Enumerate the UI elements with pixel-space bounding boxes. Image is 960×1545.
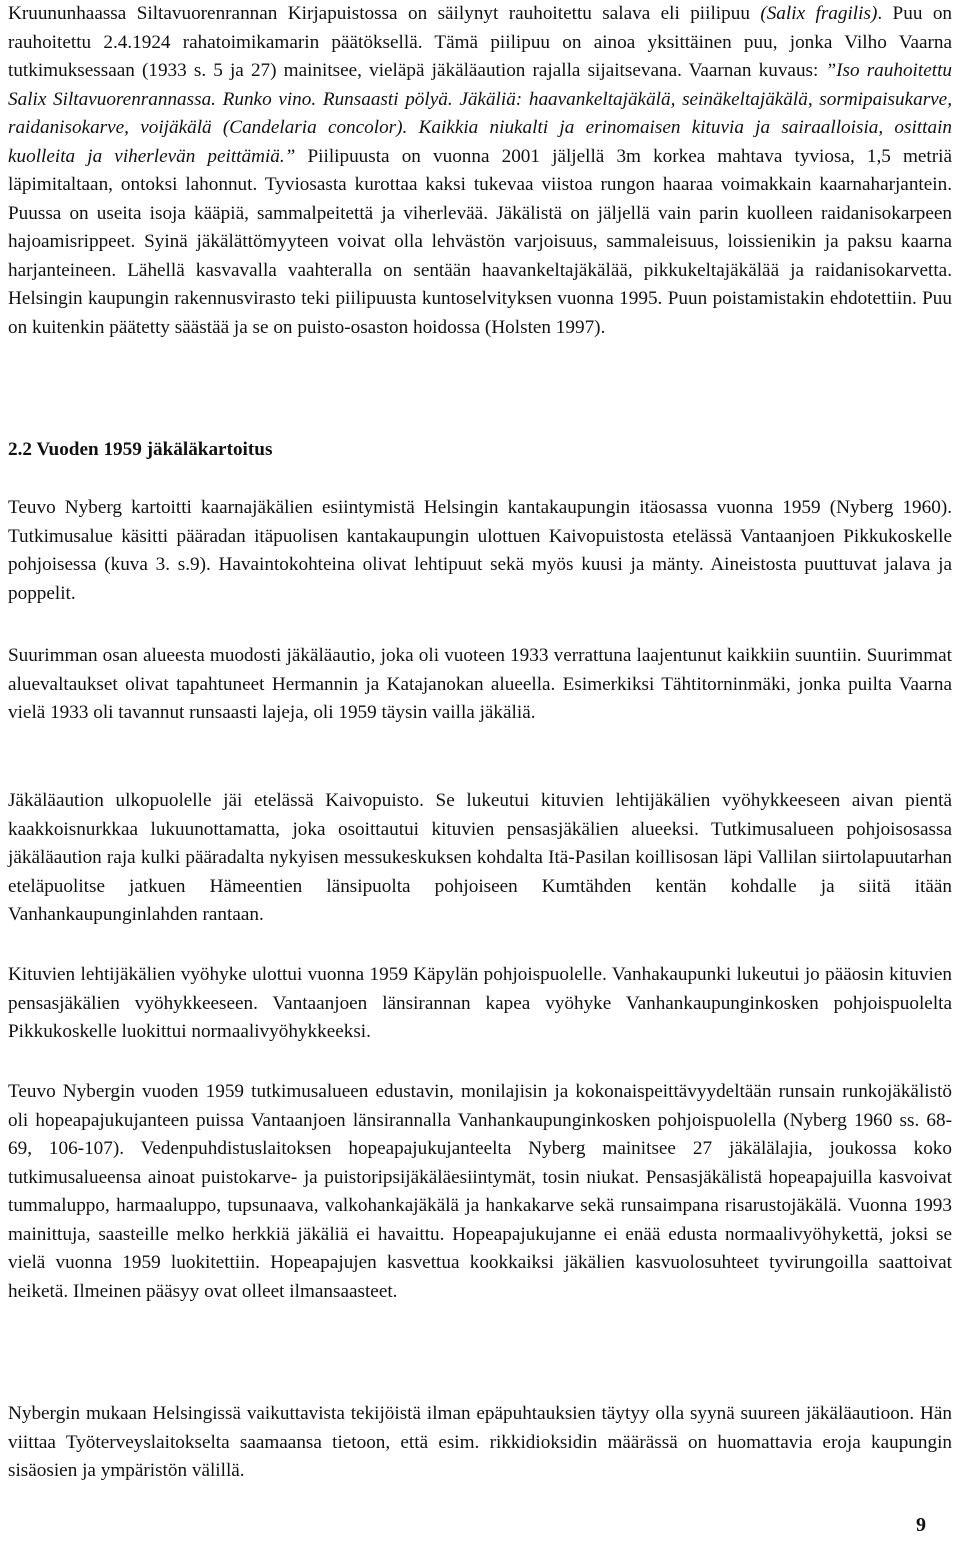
para1-text-a: Kruununhaassa Siltavuorenrannan Kirjapuistossa on säilynyt rauhoitettu salava eli piilipuu (8, 3, 761, 24)
paragraph-salix (8, 0, 952, 342)
paragraph-hopeapaju: Teuvo Nybergin vuoden 1959 tutkimusalueen edustavin, monilajisin ja kokonaispeittävyydeltään runsain runkojäkälistö oli hopeapajukujanteen puissa Vantaanjoen länsirannalla Vanhankaupunginkosken pohjoispuolella (Nyberg 1960 ss. 68-69, 106-107). Vedenpuhdistuslaitoksen hopeapajukujanteelta Nyberg mainitsee 27 jäkälälajia, joukossa koko tutkimusalueensa ainoat puistokarve- ja puistoripsijäkäläesiintymät, tosin niukat. Pensasjäkälistä hopeapajuilla kasvoivat tummaluppo, harmaaluppo, tupsunaava, valkohankajäkälä ja hankakarve sekä runsaimpana risarustojäkälä. Vuonna 1993 mainittuja, saasteille melko herkkiä jäkäliä ei havaittu. Hopeapajukujanne ei enää edusta normaalivyöhykettä, joksi se vielä vuonna 1959 luokitettiin. Hopeapajujen kasvettua kookkaiksi jäkälien kasvuolosuhteet tyvirungoilla saattoivat heiketä. Ilmeinen pääsyy ovat olleet ilmansaasteet. (8, 1081, 952, 1302)
para1-quotation: ”Iso rauhoitettu Salix Siltavuorenrannassa. Runko vino. Runsaasti pölyä. Jäkäliä: haavankeltajäkälä, seinäkeltajäkälä, sormipaisukarve, raidanisokarve, voijäkälä (Candelaria concolor). Kaikkia niukalti ja erinomaisen kituvia ja sairaalloisia, osittain kuolleita ja viherlevän peittämiä.” (8, 60, 952, 167)
paragraph-kituvat-zone: Kituvien lehtijäkälien vyöhyke ulottui vuonna 1959 Käpylän pohjoispuolelle. Vanhakaupunki lukeutui jo pääosin kituvien pensasjäkälien vyöhykkeeseen. Vantaanjoen länsirannan kapea vyöhyke Vanhankaupunginkosken pohjoispuolelta Pikkukoskelle luokittui normaalivyöhykkeeksi. (8, 964, 952, 1042)
paragraph-air-pollution: Nybergin mukaan Helsingissä vaikuttavista tekijöistä ilman epäpuhtauksien täytyy olla syynä suureen jäkäläautioon. Hän viittaa Työterveyslaitokselta saamaansa tietoon, että esim. rikkidioksidin määrässä on huomattavia eroja kaupungin sisäosien ja ympäristön välillä. (8, 1403, 952, 1481)
paragraph-kaivopuisto: Jäkäläaution ulkopuolelle jäi etelässä Kaivopuisto. Se lukeutui kituvien lehtijäkälien vyöhykkeeseen aivan pientä kaakkoisnurkkaa lukuunottamatta, joka osoittautui kituvien pensasjäkälien alueeksi. Tutkimusalueen pohjoisosassa jäkäläaution raja kulki pääradalta nykyisen messukeskuksen kohdalta Itä-Pasilan koillisosan läpi Vallilan siirtolapuutarhan eteläpuolitse jatkuen Hämeentien länsipuolta pohjoiseen Kumtähden kentän kohdalle ja siitä itään Vanhankaupunginlahden rantaan. (8, 790, 952, 925)
para1-text-e: Piilipuusta on vuonna 2001 jäljellä 3m korkea mahtava tyviosa, 1,5 metriä läpimitaltaan, ontoksi lahonnut. Tyviosasta kurottaa kaksi tukevaa viistoa rungon haaraa voimakkain kaarnaharjantein. Puussa on useita isoja kääpiä, sammalpeitettä ja viherlevää. Jäkälistä on jäljellä vain parin kuolleen raidanisokarpeen hajoamisrippeet. Syinä jäkälättömyyteen voivat olla lehvästön varjoisuus, sammaleisuus, loissienikin ja paksu kaarna harjanteineen. Lähellä kasvavalla vaahteralla on sentään haavankeltajäkälää, pikkukeltajäkälää ja raidanisokarvetta. Helsingin kaupungin rakennusvirasto teki piilipuusta kuntoselvityksen vuonna 1995. Puun poistamistakin ehdotettiin. Puu on kuitenkin päätetty säästää ja se on puisto-osaston hoidossa (Holsten 1997). (8, 145, 952, 338)
paragraph-nyberg-survey: Teuvo Nyberg kartoitti kaarnajäkälien esiintymistä Helsingin kantakaupungin itäosassa vuonna 1959 (Nyberg 1960). Tutkimusalue käsitti pääradan itäpuolisen kantakaupungin ulottuen Kaivopuistosta etelässä Vantaanjoen Pikkukoskelle pohjoisessa (kuva 3. s.9). Havaintokohteina olivat lehtipuut sekä myös kuusi ja mänty. Aineistosta puuttuvat jalava ja poppelit. (8, 497, 952, 604)
para1-species-name: (Salix fragilis) (760, 3, 878, 24)
paragraph-lichen-desert: Suurimman osan alueesta muodosti jäkäläautio, joka oli vuoteen 1933 verrattuna laajentunut kaikkiin suuntiin. Suurimmat aluevaltaukset olivat tapahtuneet Hermannin ja Katajanokan alueella. Esimerkiksi Tähtitorninmäki, jonka puilta Vaarna vielä 1933 oli tavannut runsaasti lajeja, oli 1959 täysin vailla jäkäliä. (8, 645, 952, 723)
section-heading: 2.2 Vuoden 1959 jäkäläkartoitus (8, 439, 273, 460)
page-number: 9 (916, 1513, 926, 1536)
document-page (8, 0, 952, 1545)
para1-text-c: . Puu on rauhoitettu 2.4.1924 rahatoimikamarin päätöksellä. Tämä piilipuu on ainoa yksittäinen puu, jonka Vilho Vaarna tutkimuksessaan (1933 s. 5 ja 27) mainitsee, vieläpä jäkäläaution rajalla sijaitsevana. Vaarnan kuvaus: (8, 3, 953, 81)
